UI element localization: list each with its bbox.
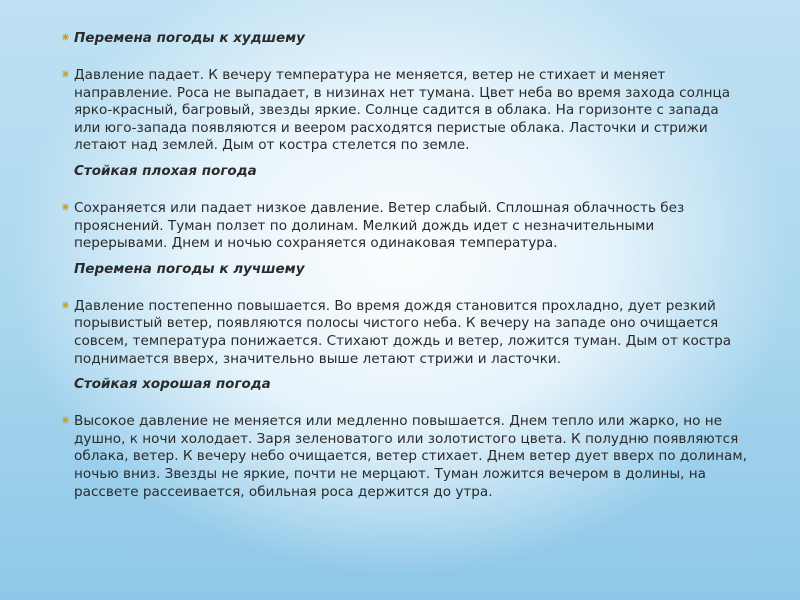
bullet-icon: ⁕ [60,414,71,430]
paragraph-text: Давление постепенно повышается. Во время дождя становится прохладно, дует резкий порывистый ветер, появляются полосы чистого неба. К вечеру на западе оно очищается совсем, температура понижается. Стихают дождь и ветер, ложится туман. Дым от костра поднимается вверх, значительно выше летают стрижи и ласточки. [74,297,732,367]
section-paragraph-worsening [60,67,748,155]
paragraph-text: Высокое давление не меняется или медленно повышается. Днем тепло или жарко, но не душно, к ночи холодает. Заря зеленоватого или золотистого цвета. К полудню появляются облака, ветер. К вечеру небо очищается, ветер стихает. Днем ветер дует вверх по долинам, ночью вниз. Звезды не яркие, почти не мерцают. Туман ложится вечером в долины, на рассвете рассеивается, обильная роса держится до утра. [74,413,747,500]
paragraph-text: Сохраняется или падает низкое давление. Ветер слабый. Сплошная облачность без прояснений. Туман ползет по долинам. Мелкий дождь идет с незначительными перерывами. Днем и ночью сохраняется одинаковая температура. [74,199,685,252]
section-paragraph-improving [60,297,748,368]
section-heading-improving [74,261,748,278]
heading-text: Перемена погоды к худшему [74,30,305,46]
section-heading-steady-good [74,376,748,393]
slide-content [58,22,748,501]
section-paragraph-steady-good [60,413,748,501]
bullet-icon: ⁕ [60,200,71,216]
section-heading-steady-bad [74,163,748,180]
paragraph-text: Давление падает. К вечеру температура не меняется, ветер не стихает и меняет направление. Роса не выпадает, в низинах нет тумана. Цвет неба во время захода солнца ярко-красный, багровый, звезды яркие. Солнце садится в облака. На горизонте с запада или юго-запада появляются и веером расходятся перистые облака. Ласточки и стрижи летают над землей. Дым от костра стелется по земле. [74,67,731,154]
section-paragraph-steady-bad [60,199,748,253]
section-heading-worsening [60,30,748,47]
heading-text: Стойкая плохая погода [74,162,257,179]
heading-text: Стойкая хорошая погода [74,376,271,393]
bullet-icon: ⁕ [60,68,71,83]
heading-text: Перемена погоды к лучшему [74,260,305,277]
bullet-icon: ⁕ [60,298,71,314]
bullet-icon: ⁕ [60,31,71,46]
